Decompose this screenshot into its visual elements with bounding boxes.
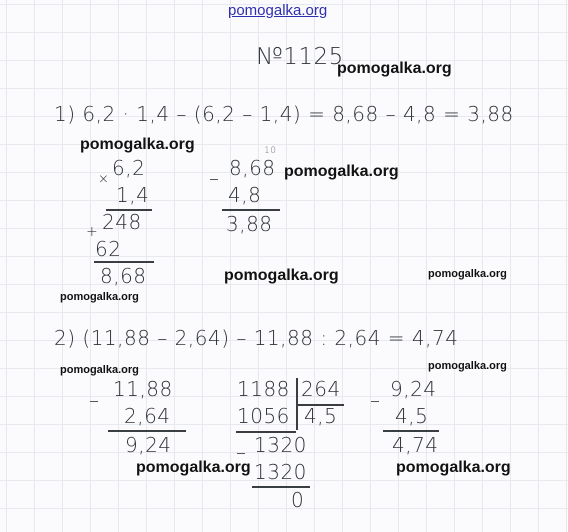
watermark: pomogalka.org xyxy=(60,291,139,303)
mult-plus: + xyxy=(86,224,99,240)
sub3-bottom: 4,5 xyxy=(395,404,429,428)
watermark: pomogalka.org xyxy=(136,459,251,476)
mult-top: 6,2 xyxy=(112,156,146,180)
div-step1: 1056 xyxy=(237,404,290,428)
sub2-line xyxy=(108,430,186,432)
div-step2: 1320 xyxy=(254,433,307,457)
exercise-number: №1125 xyxy=(256,44,344,70)
watermark: pomogalka.org xyxy=(60,364,139,376)
sub3-top: 9,24 xyxy=(390,377,437,401)
sub1-line xyxy=(222,209,280,211)
watermark: pomogalka.org xyxy=(428,360,507,372)
sub1-bottom: 4,8 xyxy=(228,183,262,207)
problem1-expression: 1) 6,2 · 1,4 – (6,2 – 1,4) = 8,68 – 4,8 = 3,88 xyxy=(54,102,514,126)
sub3-result: 4,74 xyxy=(392,433,439,457)
div-dividend: 1188 xyxy=(237,377,290,401)
sub1-result: 3,88 xyxy=(226,212,273,236)
watermark: pomogalka.org xyxy=(224,267,339,284)
sub1-sign: – xyxy=(209,166,220,190)
div-remainder: 0 xyxy=(291,488,305,512)
watermark: pomogalka.org xyxy=(428,268,507,280)
div-step3: 1320 xyxy=(254,460,307,484)
div-divisor: 264 xyxy=(301,377,341,401)
mult-partial1: 248 xyxy=(102,210,142,234)
mult-partial2: 62 xyxy=(95,237,122,261)
problem2-expression: 2) (11,88 – 2,64) – 11,88 : 2,64 = 4,74 xyxy=(54,326,459,350)
sub2-result: 9,24 xyxy=(125,433,172,457)
watermark: pomogalka.org xyxy=(337,60,452,77)
watermark: pomogalka.org xyxy=(284,163,399,180)
mult-sign: × xyxy=(98,172,110,187)
watermark: pomogalka.org xyxy=(80,136,195,153)
div-sign: – xyxy=(236,440,247,464)
sub2-sign: – xyxy=(89,388,100,412)
div-quotient: 4,5 xyxy=(304,404,338,428)
sub3-sign: – xyxy=(370,388,381,412)
sub1-borrow: 10 xyxy=(264,146,277,156)
mult-bottom: 1,4 xyxy=(116,183,150,207)
mult-line-2 xyxy=(94,261,154,263)
sub1-top: 8,68 xyxy=(229,156,276,180)
sub2-bottom: 2,64 xyxy=(124,404,171,428)
sub2-top: 11,88 xyxy=(113,377,173,401)
watermark: pomogalka.org xyxy=(396,459,511,476)
mult-result: 8,68 xyxy=(100,264,147,288)
sub3-line xyxy=(383,430,439,432)
watermark-top: pomogalka.org xyxy=(228,2,328,19)
